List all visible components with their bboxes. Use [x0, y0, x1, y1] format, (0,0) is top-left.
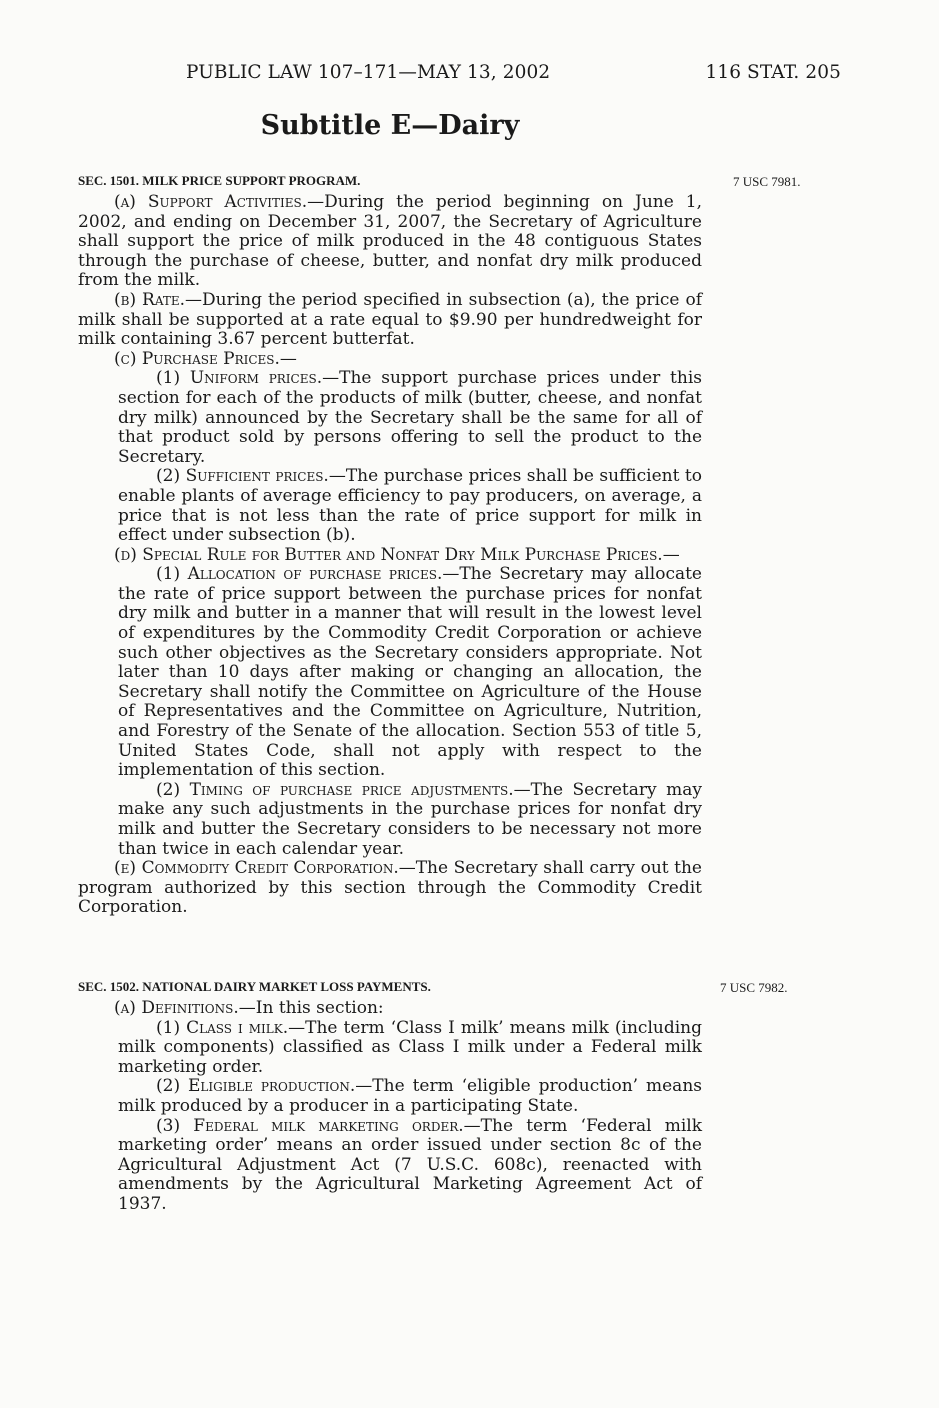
- paragraph-1502-a3-caption: (3) Federal milk marketing order.: [156, 1115, 464, 1136]
- paragraph-e-text: —The Secretary shall carry out the program authorized by this section through the Commodity Credit Corporation.: [78, 858, 702, 918]
- section-1501-usc-note: 7 USC 7981.: [733, 174, 801, 189]
- paragraph-c1-caption: (1) Uniform prices.: [156, 368, 323, 389]
- paragraph-d: [78, 546, 702, 566]
- paragraph-d2-text: —The Secretary may make any such adjustments in the purchase prices for nonfat dry milk and butter the Secretary considers to be necessary not more than twice in each calendar year.: [118, 779, 702, 859]
- paragraph-d1: [78, 565, 702, 781]
- paragraph-1502-a3: [78, 1117, 702, 1215]
- subtitle-heading: Subtitle E—Dairy: [260, 110, 520, 141]
- paragraph-d1-text: —The Secretary may allocate the rate of price support between the purchase prices for nonfat dry milk and butter in a manner that will result in the lowest level of expenditures by the Commodity Credit Corporation or achieve such other objectives as the Secretary considers appropriate. Not later than 10 days after making or changing an allocation, the Secretary shall notify the Committee on Agriculture of the House of Representatives and the Committee on Agriculture, Nutrition, and Forestry of the Senate of the allocation. Section 553 of title 5, United States Code, shall not apply with respect to the implementation of this section.: [118, 564, 702, 781]
- paragraph-c: [78, 350, 702, 370]
- stat-page: 116 STAT. 205: [705, 62, 841, 83]
- paragraph-c2-text: —The purchase prices shall be sufficient to enable plants of average efficiency to pay producers, on average, a price that is not less than the rate of price support for milk in effect under subsection (b).: [118, 466, 702, 546]
- paragraph-c1-text: —The support purchase prices under this section for each of the products of milk (butter, cheese, and nonfat dry milk) announced by the Secretary shall be the same for all of that product sold by persons offering to sell the product to the Secretary.: [118, 368, 702, 467]
- section-1502-heading: SEC. 1502. NATIONAL DAIRY MARKET LOSS PAYMENTS.: [78, 979, 431, 994]
- section-1501-body: [78, 193, 702, 918]
- paragraph-c2-caption: (2) Sufficient prices.: [156, 466, 329, 487]
- paragraph-1502-a-caption: (a) Definitions.: [114, 998, 239, 1018]
- section-1501-heading: SEC. 1501. MILK PRICE SUPPORT PROGRAM.: [78, 173, 361, 188]
- paragraph-1502-a3-text: —The term ‘Federal milk marketing order’ means an order issued under section 8c of the Agricultural Adjustment Act (7 U.S.C. 608c), reenacted with amendments by the Agricultural Marketing Agreement Act of 1937.: [118, 1115, 703, 1214]
- paragraph-d2-caption: (2) Timing of purchase price adjustments.: [156, 779, 514, 800]
- paragraph-1502-a2: [78, 1077, 702, 1116]
- paragraph-1502-a1-text: —The term ‘Class I milk’ means milk (including milk components) classified as Class I milk under a Federal milk marketing order.: [118, 1017, 702, 1077]
- paragraph-d-caption: (d) Special Rule for Butter and Nonfat Dry Milk Purchase Prices.: [114, 544, 663, 565]
- paragraph-c-caption: (c) Purchase Prices.: [114, 348, 280, 369]
- paragraph-b-text: —During the period specified in subsection (a), the price of milk shall be supported at a rate equal to $9.90 per hundredweight for milk containing 3.67 percent butterfat.: [78, 289, 702, 350]
- paragraph-1502-a2-text: —The term ‘eligible production’ means milk produced by a producer in a participating State.: [118, 1076, 702, 1116]
- paragraph-c1: [78, 369, 702, 467]
- paragraph-d1-caption: (1) Allocation of purchase prices.: [156, 564, 443, 585]
- paragraph-1502-a-text: —In this section:: [238, 998, 384, 1018]
- section-1502-body: [78, 999, 702, 1215]
- paragraph-b: [78, 291, 702, 350]
- paragraph-e: [78, 859, 702, 918]
- law-citation: PUBLIC LAW 107–171—MAY 13, 2002: [186, 62, 551, 83]
- paragraph-a-text: —During the period beginning on June 1, 2002, and ending on December 31, 2007, the Secretary of Agriculture shall support the price of milk produced in the 48 contiguous States through the purchase of cheese, butter, and nonfat dry milk produced from the milk.: [78, 192, 702, 291]
- paragraph-1502-a1-caption: (1) Class i milk.: [156, 1017, 289, 1038]
- paragraph-e-caption: (e) Commodity Credit Corporation.: [114, 858, 399, 879]
- section-1502-usc-note: 7 USC 7982.: [720, 980, 788, 995]
- paragraph-c-text: —: [279, 348, 297, 369]
- paragraph-a: [78, 193, 702, 291]
- paragraph-d2: [78, 781, 702, 859]
- paragraph-a-caption: (a) Support Activities.: [114, 192, 308, 212]
- paragraph-c2: [78, 467, 702, 545]
- paragraph-1502-a1: [78, 1019, 702, 1078]
- paragraph-1502-a: [78, 999, 702, 1019]
- paragraph-1502-a2-caption: (2) Eligible production.: [156, 1076, 356, 1097]
- paragraph-d-text: —: [662, 544, 680, 565]
- paragraph-b-caption: (b) Rate.: [114, 289, 186, 310]
